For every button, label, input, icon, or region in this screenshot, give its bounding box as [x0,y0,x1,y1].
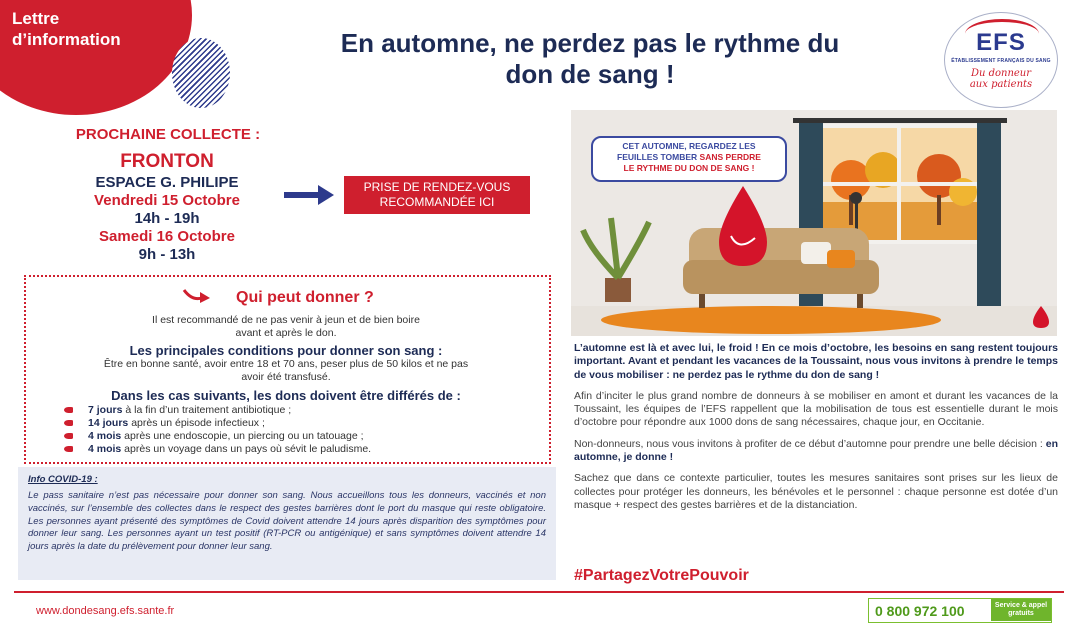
covid-text: Le pass sanitaire n’est pas nécessaire pour donner son sang. Nous accueillons tous les donneurs, vaccinés et non vaccinés, sur l’ensemble des collectes dans le respect des gestes barrières dont le port du masque qui reste obligatoire. Les personnes ayant présenté des symptômes de Covid doivent attendre 14 jours après disparition des symptômes pour donner leur sang. Les personnes ayant un test positif (RT-PCR ou antigénique) et sans symptômes doivent attendre 14 jours après la date du prélèvement pour donner leur sang. [28,490,546,553]
collecte-date-1: Vendredi 15 Octobre [94,192,240,209]
collecte-place: ESPACE G. PHILIPE [95,174,239,191]
who-intro [86,314,486,340]
rdv-button[interactable] [344,176,530,214]
list-item [64,443,371,456]
rdv-button-line2: RECOMMANDÉE ICI [379,195,495,209]
covid-title: Info COVID-19 : [28,474,98,485]
bubble-line2-start: FEUILLES TOMBER [617,152,700,162]
phone-banner[interactable] [868,598,1052,623]
who-intro-line1: Il est recommandé de ne pas venir à jeun et de bien boire [152,314,420,326]
article-paragraph-3: Sachez que dans ce contexte particulier, toutes les mesures sanitaires sont prises sur les lieux de collectes pour protéger les donneurs, les bénévoles et le personnel : chaque personne est dotée d’un masque + respect des gestes barrières et de la distanciation. [574,472,1058,511]
phone-badge-line2: gratuits [1008,610,1034,617]
list-item [64,430,371,443]
bubble-line2-highlight: SANS PERDRE [699,152,761,162]
bubble-line1: CET AUTOMNE, REGARDEZ LES [622,141,756,151]
autumn-illustration [571,110,1057,336]
cases-title: Dans les cas suivants, les dons doivent être différés de : [111,388,461,403]
logo-arc-icon [965,19,1039,49]
case-duration: 4 mois [88,430,122,442]
case-text: après une endoscopie, un piercing ou un tatouage ; [121,430,364,442]
conditions-text [46,358,526,384]
decorative-stripes [172,38,230,108]
collecte-info [60,150,274,264]
list-item [64,417,371,430]
conditions-line2: avoir été transfusé. [241,371,331,383]
bubble-line3: LE RYTHME DU DON DE SANG ! [623,163,755,173]
article-paragraph-2-start: Non-donneurs, nous vous invitons à profiter de ce début d’automne pour prendre une belle décision : [574,437,1046,450]
article-paragraph-2 [574,438,1058,465]
footer-divider [14,591,1064,593]
logo-full-name: ÉTABLISSEMENT FRANÇAIS DU SANG [951,58,1051,64]
logo-acronym: EFS [976,29,1026,56]
website-link[interactable]: www.dondesang.efs.sante.fr [36,605,175,617]
collecte-time-1: 14h - 19h [134,210,200,227]
case-text: après un épisode infectieux ; [128,417,265,429]
who-can-donate-box [24,275,551,464]
rdv-button-line1: PRISE DE RENDEZ-VOUS [363,180,511,194]
logo-tagline-line1: Du donneur [970,68,1032,79]
newsletter-label-line2: d’information [12,30,121,49]
collecte-time-2: 9h - 13h [138,246,196,263]
conditions-line1: Être en bonne santé, avoir entre 18 et 70 ans, peser plus de 50 kilos et ne pas [103,358,469,370]
newsletter-label-line1: Lettre [12,9,60,28]
speech-bubble [591,136,787,182]
collecte-city: FRONTON [120,151,214,172]
article-lead: L’automne est là et avec lui, le froid ! En ce mois d’octobre, les besoins en sang restent toujours important. Avant et pendant les vacances de la Toussaint, nous vous invitons à prendre le temps de vous mobiliser : ne perdez pas le rythme du don de sang ! [574,342,1058,381]
list-item [64,404,371,417]
page-title [250,28,930,90]
conditions-title: Les principales conditions pour donner son sang : [129,343,443,358]
phone-number: 0 800 972 100 [875,603,965,619]
deferral-list [64,404,371,456]
efs-logo [944,12,1058,108]
covid-info-box [18,467,556,580]
case-duration: 4 mois [88,443,122,455]
collecte-heading: PROCHAINE COLLECTE : [75,126,261,143]
collecte-date-2: Samedi 16 Octobre [99,228,235,245]
article-body [574,342,1058,512]
who-intro-line2: avant et après le don. [235,327,337,339]
who-title: Qui peut donner ? [236,289,374,306]
logo-tagline-line2: aux patients [969,79,1033,90]
article-paragraph-1: Afin d’inciter le plus grand nombre de donneurs à se mobiliser en amont et durant les vacances de la Toussaint, les équipes de l’EFS rappellent que la mobilisation de tous est essentielle durant le mois d’octobre pour répondre aux 1000 dons de sang nécessaires, chaque jour, en Occitanie. [574,389,1058,429]
case-text: à la fin d’un traitement antibiotique ; [122,404,292,416]
case-text: après un voyage dans un pays où sévit le paludisme. [121,443,372,455]
hashtag[interactable]: #PartagezVotrePouvoir [574,567,749,584]
newsletter-label [12,8,121,50]
case-duration: 7 jours [88,404,123,416]
phone-badge [991,599,1051,621]
bubble-line2 [593,152,785,163]
article-paragraph-2-bold: en automne, je donne ! [574,437,1058,464]
page-title-line1: En automne, ne perdez pas le rythme du [340,28,840,58]
case-duration: 14 jours [88,417,129,429]
phone-badge-line1: Service & appel [994,602,1048,609]
arrow-right-icon [284,183,336,207]
page-title-line2: don de sang ! [505,59,675,89]
curved-arrow-icon [182,287,212,305]
